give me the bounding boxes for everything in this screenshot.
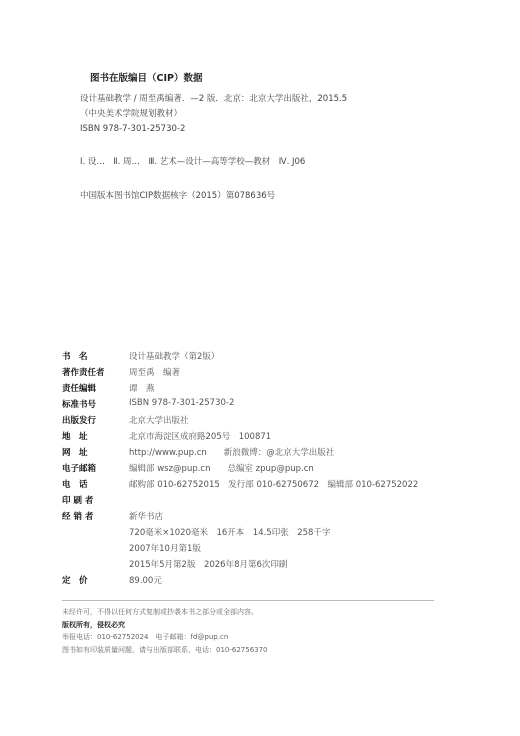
info-label: 书 名 xyxy=(62,352,88,362)
cip-line-main: 设计基础教学 / 周至禹编著．—2 版．北京：北京大学出版社，2015.5 xyxy=(80,94,348,104)
cip-classification: Ⅰ. 设… Ⅱ. 周… Ⅲ. 艺术—设计—高等学校—教材 Ⅳ. J06 xyxy=(80,157,306,167)
info-value: ISBN 978-7-301-25730-2 xyxy=(129,398,235,408)
cip-title: 图书在版编目（CIP）数据 xyxy=(90,73,203,84)
info-label: 标准书号 xyxy=(62,400,97,410)
info-label: 电 话 xyxy=(62,480,88,490)
info-value: 2007年10月第1版 xyxy=(129,544,201,554)
rights-reserved: 版权所有，侵权必究 xyxy=(62,620,125,629)
copyright-notice: 未经许可，不得以任何方式复制或抄袭本书之部分或全部内容。 xyxy=(62,608,258,616)
info-value: 新华书店 xyxy=(129,512,164,522)
report-contact: 举报电话：010-62752024 电子邮箱：fd@pup.cn xyxy=(62,633,229,641)
info-value: 谭 燕 xyxy=(129,384,155,394)
cip-line-series: （中央美术学院规划教材） xyxy=(80,109,183,119)
info-value: 北京大学出版社 xyxy=(129,416,189,426)
info-label: 经 销 者 xyxy=(62,512,94,522)
cip-number: 中国版本图书馆CIP数据核字（2015）第078636号 xyxy=(80,191,276,201)
info-value: http://www.pup.cn 新浪微博：@北京大学出版社 xyxy=(129,448,335,458)
info-label: 责任编辑 xyxy=(62,384,97,394)
info-value: 2015年5月第2版 2026年8月第6次印刷 xyxy=(129,560,288,570)
info-label: 地 址 xyxy=(62,432,88,442)
cip-line-isbn: ISBN 978-7-301-25730-2 xyxy=(80,124,186,134)
divider xyxy=(62,600,434,601)
info-label: 出版发行 xyxy=(62,416,97,426)
info-label: 网 址 xyxy=(62,448,88,458)
info-label: 定 价 xyxy=(62,576,88,586)
info-value: 720毫米×1020毫米 16开本 14.5印张 258千字 xyxy=(129,528,331,538)
quality-contact: 图书如有印装质量问题，请与出版部联系，电话：010-62756370 xyxy=(62,645,268,654)
info-value: 编辑部 wsz@pup.cn 总编室 zpup@pup.cn xyxy=(129,464,314,474)
info-value: 邮购部 010-62752015 发行部 010-62750672 编辑部 010-62752022 xyxy=(129,480,419,490)
info-label: 电子邮箱 xyxy=(62,464,97,474)
info-value: 设计基础教学（第2版） xyxy=(129,352,220,362)
info-label: 印 刷 者 xyxy=(62,496,94,506)
info-label: 著作责任者 xyxy=(62,368,105,378)
copyright-footer xyxy=(62,606,268,656)
info-value: 北京市海淀区成府路205号 100871 xyxy=(129,432,272,442)
info-value: 周至禹 编著 xyxy=(129,368,181,378)
info-value: 89.00元 xyxy=(129,576,162,586)
cip-record xyxy=(80,92,347,137)
